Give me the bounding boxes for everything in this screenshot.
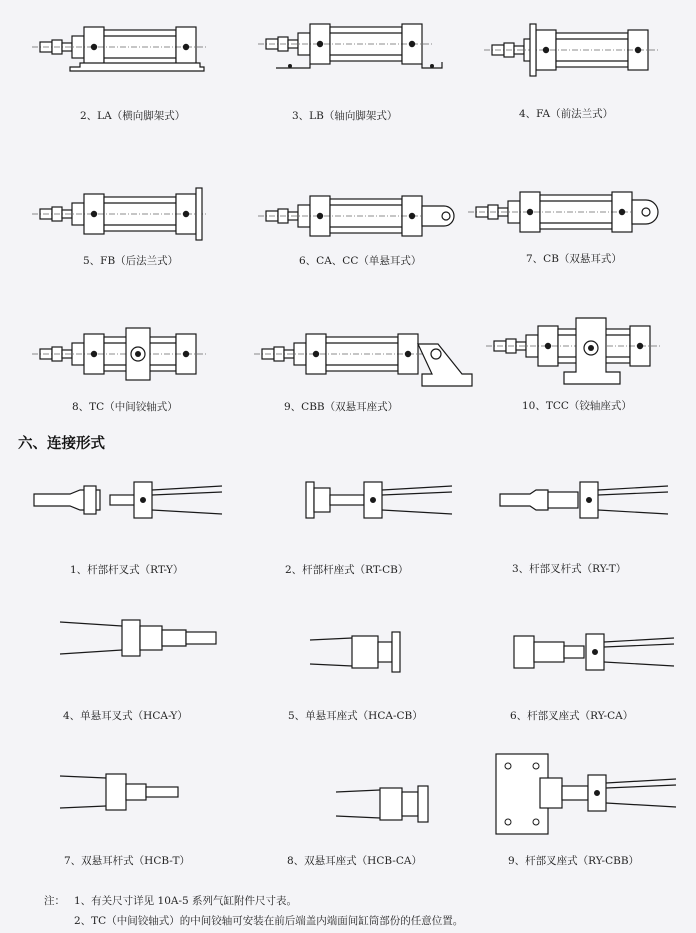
drawing-ry-cbb [496,754,676,834]
drawing-la-foot [32,27,206,71]
caption-ry-t: 3、杆部叉杆式（RY-T） [512,563,627,575]
caption-ry-cbb: 9、杆部叉座式（RY-CBB） [508,855,640,867]
drawing-hca-cb [310,632,400,672]
drawing-ca-clevis [258,196,454,236]
drawing-fb-flange [32,188,206,240]
drawing-hcb-ca [336,786,428,822]
caption-hca-y: 4、单悬耳叉式（HCA-Y） [63,710,188,722]
caption-ry-ca: 6、杆部叉座式（RY-CA） [510,710,634,722]
caption-tc: 8、TC（中间铰轴式） [72,401,178,413]
drawing-cb-double-clevis [468,192,658,232]
caption-la: 2、LA（横向脚架式） [80,110,186,122]
drawing-ry-t [500,482,668,518]
caption-lb: 3、LB（轴向脚架式） [292,110,398,122]
caption-hca-cb: 5、单悬耳座式（HCA-CB） [288,710,423,722]
drawing-lb-foot [258,24,442,68]
note-line-1: 1、有关尺寸详见 10A-5 系列气缸附件尺寸表。 [74,895,298,907]
drawing-rt-cb [306,482,452,518]
note-label: 注： [44,895,65,907]
note-line-2: 2、TC（中间铰轴式）的中间铰轴可安装在前后端盖内端面间缸筒部份的任意位置。 [74,915,464,927]
drawing-tc-trunnion [32,328,206,380]
caption-cb: 7、CB（双悬耳式） [526,253,622,265]
section-title: 六、连接形式 [18,436,105,452]
drawing-fa-flange [484,24,658,76]
caption-fb: 5、FB（后法兰式） [83,255,179,267]
caption-fa: 4、FA（前法兰式） [519,108,614,120]
caption-ca-cc: 6、CA、CC（单悬耳式） [299,255,422,267]
caption-cbb: 9、CBB（双悬耳座式） [284,401,399,413]
drawing-cbb-bracket [254,334,472,386]
drawing-tcc-trunnion-bracket [486,318,660,384]
caption-hcb-ca: 8、双悬耳座式（HCB-CA） [287,855,422,867]
caption-rt-cb: 2、杆部杆座式（RT-CB） [285,564,409,576]
drawing-ry-ca [514,634,674,670]
caption-hcb-t: 7、双悬耳杆式（HCB-T） [64,855,190,867]
drawing-hcb-t [60,774,178,810]
drawing-rt-y [34,482,222,518]
caption-tcc: 10、TCC（铰轴座式） [522,400,632,412]
drawing-hca-y [60,620,216,656]
caption-rt-y: 1、杆部杆叉式（RT-Y） [70,564,184,576]
